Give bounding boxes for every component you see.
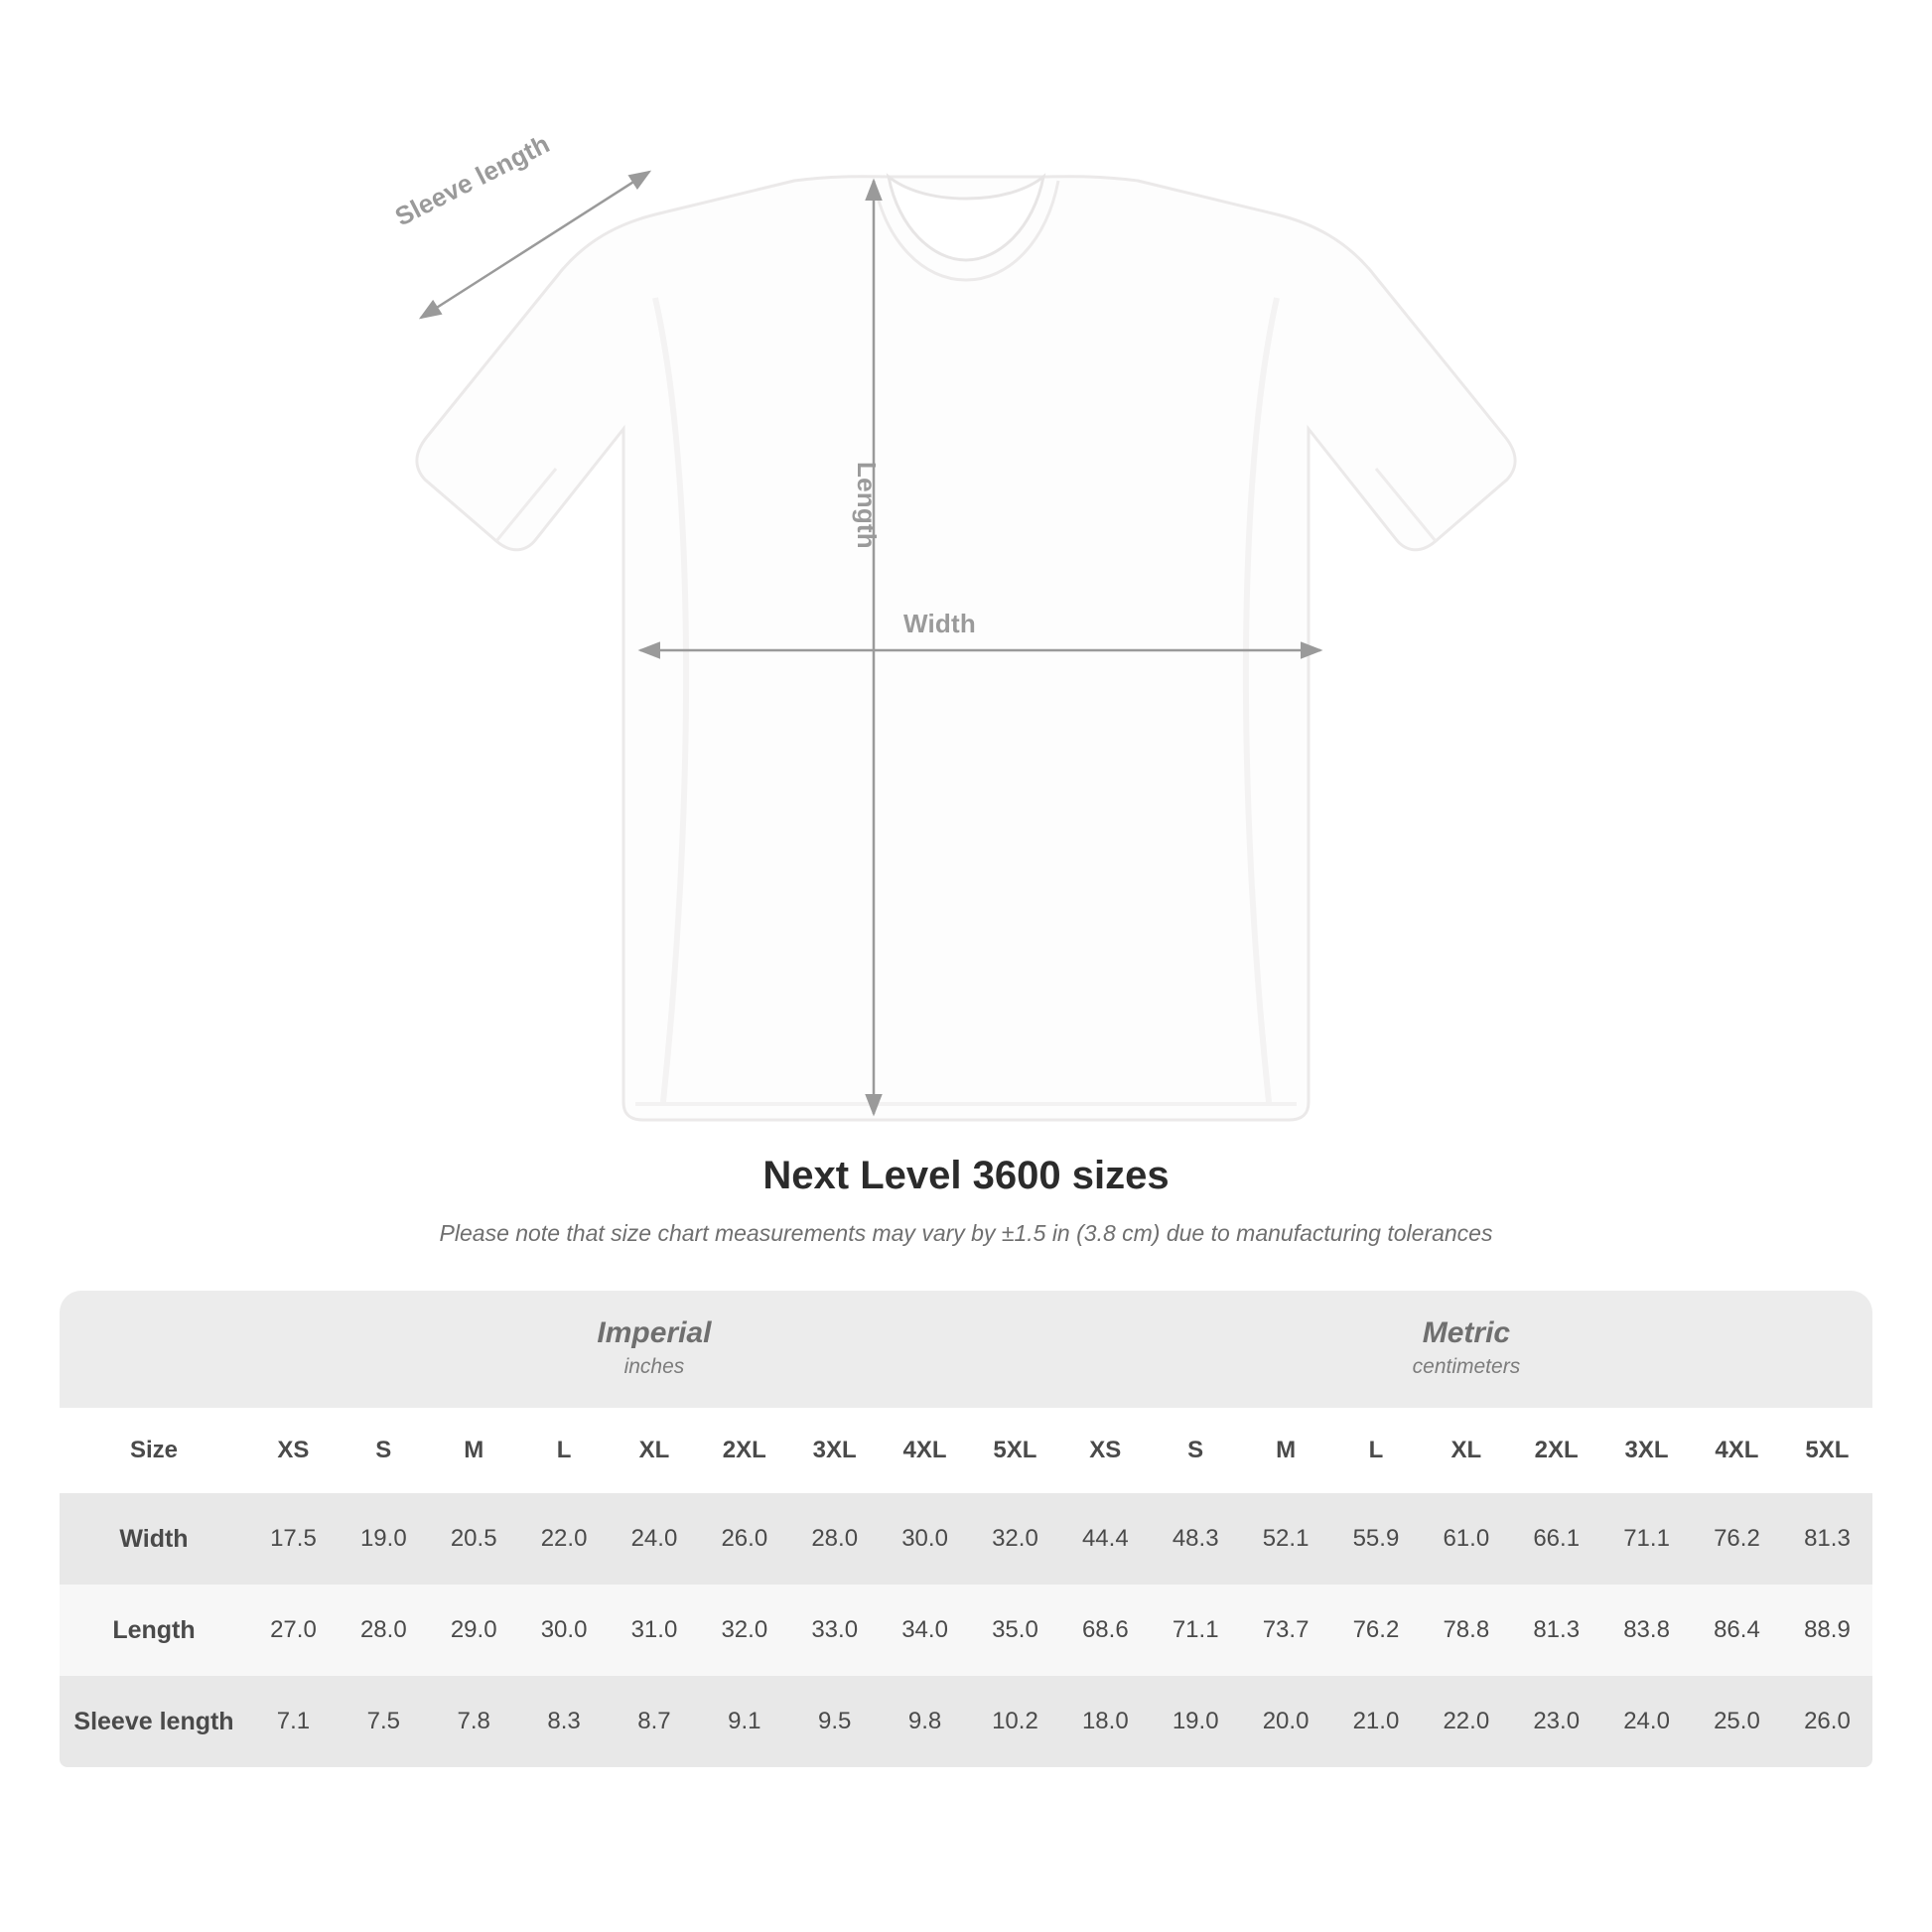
cell-sleeve-metric-l: 21.0 (1331, 1676, 1422, 1767)
cell-sleeve-metric-xs: 18.0 (1060, 1676, 1151, 1767)
size-col-metric-xl: XL (1421, 1408, 1511, 1493)
size-col-imperial-4xl: 4XL (880, 1408, 970, 1493)
page-title: Next Level 3600 sizes (762, 1154, 1170, 1197)
cell-length-imperial-l: 30.0 (519, 1585, 610, 1676)
cell-width-metric-xs: 44.4 (1060, 1493, 1151, 1585)
cell-width-metric-s: 48.3 (1151, 1493, 1241, 1585)
unit-group-imperial-name: Imperial (597, 1316, 712, 1349)
row-label-sleeve-length: Sleeve length (60, 1676, 248, 1767)
cell-sleeve-imperial-5xl: 10.2 (970, 1676, 1060, 1767)
cell-width-imperial-xs: 17.5 (248, 1493, 339, 1585)
cell-length-metric-s: 71.1 (1151, 1585, 1241, 1676)
cell-length-metric-l: 76.2 (1331, 1585, 1422, 1676)
size-table (60, 1291, 1872, 1767)
cell-length-imperial-4xl: 34.0 (880, 1585, 970, 1676)
cell-length-metric-xl: 78.8 (1421, 1585, 1511, 1676)
unit-header-row (60, 1291, 1872, 1408)
cell-sleeve-imperial-l: 8.3 (519, 1676, 610, 1767)
cell-length-metric-3xl: 83.8 (1601, 1585, 1692, 1676)
cell-sleeve-imperial-2xl: 9.1 (699, 1676, 789, 1767)
cell-width-metric-l: 55.9 (1331, 1493, 1422, 1585)
cell-sleeve-imperial-xs: 7.1 (248, 1676, 339, 1767)
cell-width-metric-2xl: 66.1 (1511, 1493, 1601, 1585)
cell-length-imperial-xl: 31.0 (610, 1585, 700, 1676)
unit-group-imperial-sub: inches (623, 1354, 685, 1378)
size-col-metric-s: S (1151, 1408, 1241, 1493)
size-col-metric-3xl: 3XL (1601, 1408, 1692, 1493)
cell-length-metric-m: 73.7 (1241, 1585, 1331, 1676)
tshirt-shape (417, 177, 1515, 1120)
row-label-width: Width (60, 1493, 248, 1585)
cell-length-imperial-m: 29.0 (429, 1585, 519, 1676)
cell-width-metric-m: 52.1 (1241, 1493, 1331, 1585)
cell-length-metric-2xl: 81.3 (1511, 1585, 1601, 1676)
cell-sleeve-metric-m: 20.0 (1241, 1676, 1331, 1767)
size-col-imperial-s: S (339, 1408, 429, 1493)
tolerance-note: Please note that size chart measurements may vary by ±1.5 in (3.8 cm) due to manufacturing tolerances (439, 1220, 1493, 1246)
cell-width-imperial-3xl: 28.0 (789, 1493, 880, 1585)
cell-sleeve-metric-2xl: 23.0 (1511, 1676, 1601, 1767)
cell-sleeve-imperial-3xl: 9.5 (789, 1676, 880, 1767)
table-row (60, 1493, 1872, 1585)
cell-length-metric-4xl: 86.4 (1692, 1585, 1782, 1676)
size-col-imperial-5xl: 5XL (970, 1408, 1060, 1493)
size-col-imperial-3xl: 3XL (789, 1408, 880, 1493)
cell-sleeve-imperial-4xl: 9.8 (880, 1676, 970, 1767)
cell-width-imperial-l: 22.0 (519, 1493, 610, 1585)
size-col-imperial-xs: XS (248, 1408, 339, 1493)
unit-header-spacer (60, 1291, 248, 1408)
size-header-row (60, 1408, 1872, 1493)
cell-sleeve-imperial-xl: 8.7 (610, 1676, 700, 1767)
unit-group-imperial (248, 1291, 1060, 1408)
size-table-wrapper (60, 1291, 1872, 1767)
cell-sleeve-metric-3xl: 24.0 (1601, 1676, 1692, 1767)
table-row (60, 1585, 1872, 1676)
cell-width-imperial-5xl: 32.0 (970, 1493, 1060, 1585)
cell-length-imperial-2xl: 32.0 (699, 1585, 789, 1676)
size-col-metric-xs: XS (1060, 1408, 1151, 1493)
cell-width-imperial-4xl: 30.0 (880, 1493, 970, 1585)
cell-width-imperial-s: 19.0 (339, 1493, 429, 1585)
size-col-imperial-2xl: 2XL (699, 1408, 789, 1493)
sleeve-length-label: Sleeve length (389, 128, 555, 232)
cell-sleeve-metric-s: 19.0 (1151, 1676, 1241, 1767)
length-label: Length (852, 462, 882, 549)
cell-sleeve-imperial-m: 7.8 (429, 1676, 519, 1767)
cell-length-imperial-xs: 27.0 (248, 1585, 339, 1676)
cell-sleeve-metric-4xl: 25.0 (1692, 1676, 1782, 1767)
size-col-metric-2xl: 2XL (1511, 1408, 1601, 1493)
cell-length-imperial-5xl: 35.0 (970, 1585, 1060, 1676)
size-col-metric-4xl: 4XL (1692, 1408, 1782, 1493)
width-label: Width (903, 609, 976, 638)
size-col-metric-l: L (1331, 1408, 1422, 1493)
unit-group-metric-sub: centimeters (1412, 1354, 1521, 1378)
size-col-imperial-m: M (429, 1408, 519, 1493)
cell-sleeve-metric-xl: 22.0 (1421, 1676, 1511, 1767)
cell-length-imperial-s: 28.0 (339, 1585, 429, 1676)
title-block (0, 1154, 1932, 1247)
cell-length-metric-5xl: 88.9 (1782, 1585, 1872, 1676)
unit-group-metric-name: Metric (1422, 1316, 1511, 1349)
size-col-imperial-xl: XL (610, 1408, 700, 1493)
cell-sleeve-metric-5xl: 26.0 (1782, 1676, 1872, 1767)
size-col-metric-5xl: 5XL (1782, 1408, 1872, 1493)
cell-width-metric-xl: 61.0 (1421, 1493, 1511, 1585)
cell-width-metric-4xl: 76.2 (1692, 1493, 1782, 1585)
unit-group-metric (1060, 1291, 1872, 1408)
table-row (60, 1676, 1872, 1767)
cell-length-imperial-3xl: 33.0 (789, 1585, 880, 1676)
size-header-label: Size (60, 1408, 248, 1493)
cell-length-metric-xs: 68.6 (1060, 1585, 1151, 1676)
row-label-length: Length (60, 1585, 248, 1676)
size-col-imperial-l: L (519, 1408, 610, 1493)
cell-width-metric-3xl: 71.1 (1601, 1493, 1692, 1585)
cell-width-imperial-2xl: 26.0 (699, 1493, 789, 1585)
cell-sleeve-imperial-s: 7.5 (339, 1676, 429, 1767)
cell-width-imperial-xl: 24.0 (610, 1493, 700, 1585)
size-col-metric-m: M (1241, 1408, 1331, 1493)
cell-width-metric-5xl: 81.3 (1782, 1493, 1872, 1585)
cell-width-imperial-m: 20.5 (429, 1493, 519, 1585)
